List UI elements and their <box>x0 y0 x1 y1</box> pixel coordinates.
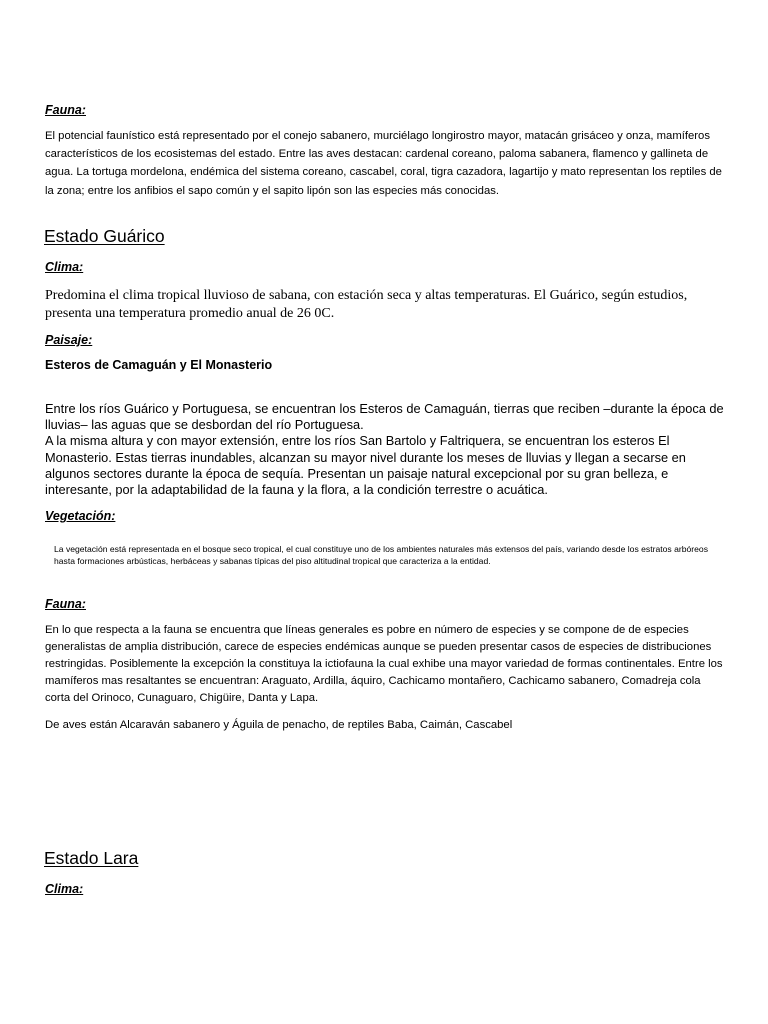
guarico-paisaje-heading: Paisaje: <box>45 333 93 347</box>
guarico-clima-paragraph: Predomina el clima tropical lluvioso de sabana, con estación seca y altas temperaturas. El Guárico, según estudios, presenta una temperatura promedio anual de 26 0C. <box>45 288 688 321</box>
guarico-paisaje-body <box>45 401 727 498</box>
lara-title: Estado Lara <box>44 848 139 868</box>
guarico-title: Estado Guárico <box>44 226 165 246</box>
guarico-paisaje-subtitle: Esteros de Camaguán y El Monasterio <box>45 358 273 372</box>
lara-clima-heading: Clima: <box>45 882 84 896</box>
guarico-fauna-heading: Fauna: <box>45 597 86 611</box>
guarico-paisaje-paragraph-1: Entre los ríos Guárico y Portuguesa, se encuentran los Esteros de Camaguán, tierras que reciben –durante la época de lluvias– las aguas que se desbordan del río Portuguesa. <box>45 401 724 433</box>
guarico-paisaje-paragraph-2: A la misma altura y con mayor extensión, entre los ríos San Bartolo y Faltriquera, se encuentran los esteros El Monasterio. Estas tierras inundables, alcanzan su mayor nivel durante los meses de lluvias y llegan a secarse en algunos sectores durante la época de sequía. Presentan un paisaje natural excepcional por su gran belleza, e interesante, por la adaptabilidad de la fauna y la flora, a la condición terrestre o acuática. <box>45 433 686 498</box>
guarico-clima-heading: Clima: <box>45 260 84 274</box>
guarico-vegetacion-paragraph: La vegetación está representada en el bosque seco tropical, el cual constituye uno de los ambientes naturales más extensos del país, variando desde los estratos arbóreos hasta formaciones arbústicas, herbáceas y sabanas típicas del piso altitudinal tropical que caracteriza a la entidad. <box>54 544 709 566</box>
guarico-fauna-paragraph-2: De aves están Alcaraván sabanero y Águila de penacho, de reptiles Baba, Caimán, Cascabel <box>45 719 513 731</box>
guarico-fauna-paragraph-1: En lo que respecta a la fauna se encuentra que líneas generales es pobre en número de especies y se compone de de especies generalistas de amplia distribución, carece de especies endémicas aunque se pueden presentar casos de especies de distribuciones restringidas. Posiblemente la excepción la constituya la ictiofauna la cual exhibe una mayor variedad de formas continentales. Entre los mamíferos mas resaltantes se encuentran: Araguato, Ardilla, áquiro, Cachicamo montañero, Cachicamo sabanero, Comadreja cola corta del Orinoco, Cunaguaro, Chigüire, Danta y Lapa. <box>45 624 723 704</box>
fauna-paragraph: El potencial faunístico está representado por el conejo sabanero, murciélago longirostro mayor, matacán grisáceo y onza, mamíferos característicos de los ecosistemas del estado. Entre las aves destacan: cardenal coreano, paloma sabanera, flamenco y gallineta de agua. La tortuga mordelona, endémica del sistema coreano, cascabel, coral, tigra cazadora, lagartijo y mato representan los reptiles de la zona; entre los anfibios el sapo común y el sapito lipón son las especies más conocidas. <box>45 130 722 197</box>
guarico-vegetacion-heading: Vegetación: <box>45 509 116 523</box>
fauna-heading: Fauna: <box>45 103 86 117</box>
